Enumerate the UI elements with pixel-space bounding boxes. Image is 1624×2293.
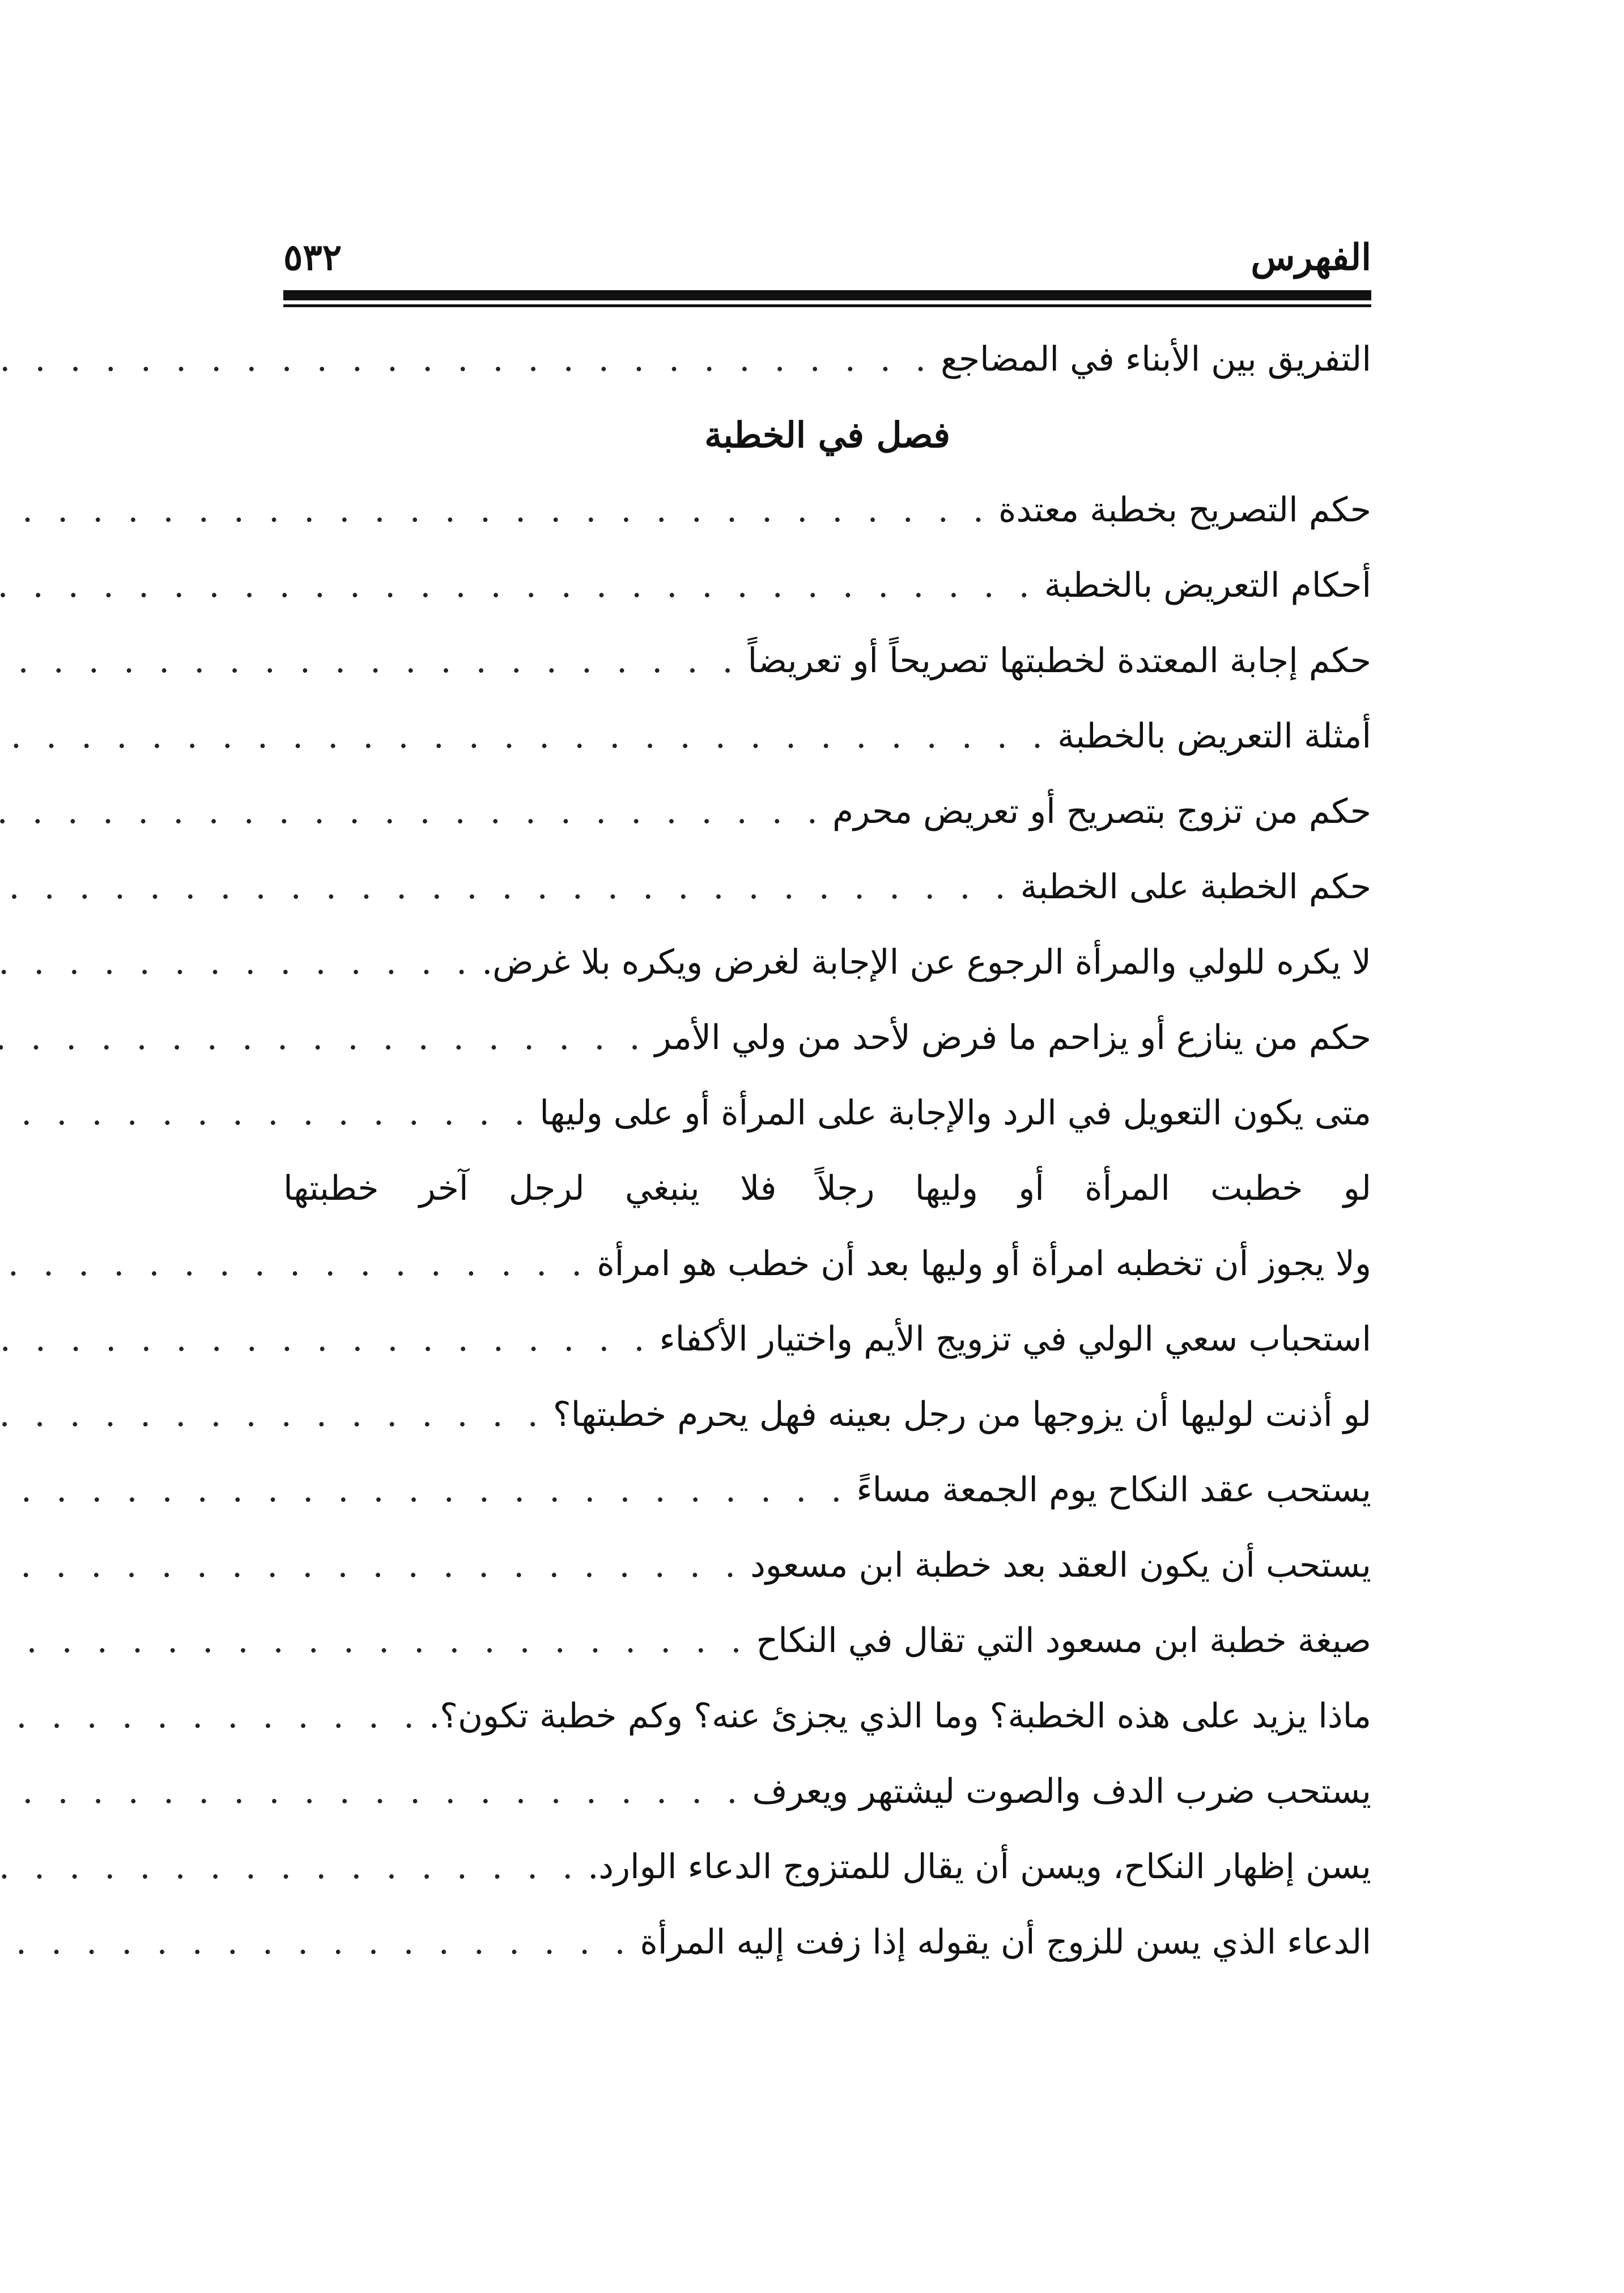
- index-entry: [283, 1528, 1371, 1603]
- dot-leader: [0, 699, 1049, 774]
- dot-leader: [0, 850, 1013, 925]
- index-entry: [283, 623, 1371, 699]
- dot-leader: [0, 1377, 545, 1453]
- dot-leader: [0, 925, 474, 1000]
- entry-title: حكم إجابة المعتدة لخطبتها تصريحاً أو تعريضاً: [747, 641, 1371, 681]
- dot-leader: [0, 1453, 848, 1528]
- entry-title: حكم من ينازع أو يزاحم ما فرض لأحد من ولي الأمر: [654, 1018, 1371, 1058]
- entry-title: لو أذنت لوليها أن يزوجها من رجل بعينه فهل يحرم خطبتها؟: [552, 1395, 1371, 1434]
- index-entry: [283, 1679, 1371, 1754]
- entry-title: صيغة خطبة ابن مسعود التي تقال في النكاح: [756, 1621, 1371, 1661]
- page-number: ٥٣٢: [283, 236, 342, 279]
- index-entry: [283, 1076, 1371, 1151]
- entry-title: يستحب عقد النكاح يوم الجمعة مساءً: [856, 1470, 1371, 1510]
- dot-leader: [0, 1754, 744, 1829]
- entry-title: أمثلة التعريض بالخطبة: [1057, 716, 1371, 756]
- index-entry: [283, 1000, 1371, 1076]
- page-title: الفهرس: [1251, 236, 1371, 279]
- index-entry: [283, 1377, 1371, 1453]
- index-entry: [283, 850, 1371, 925]
- entry-title: يستحب أن يكون العقد بعد خطبة ابن مسعود: [750, 1545, 1371, 1585]
- dot-leader: [0, 623, 740, 699]
- entry-title: متى يكون التعويل في الرد والإجابة على المرأة أو على وليها: [539, 1093, 1371, 1133]
- index-page: [283, 227, 1371, 1980]
- entry-title: الدعاء الذي يسن للزوج أن يقوله إذا زفت إليه المرأة: [640, 1922, 1371, 1962]
- dot-leader: [0, 1076, 532, 1151]
- dot-leader: [0, 1000, 647, 1076]
- index-entry-continued: [283, 1151, 1371, 1226]
- header-rule-thin: [283, 304, 1371, 307]
- entry-title: أحكام التعريض بالخطبة: [1044, 566, 1371, 605]
- entry-title: ماذا يزيد على هذه الخطبة؟ وما الذي يجزئ عنه؟ وكم خطبة تكون؟.: [429, 1696, 1371, 1736]
- index-entry: [283, 1603, 1371, 1679]
- dot-leader: [0, 1302, 651, 1377]
- entry-title: حكم الخطبة على الخطبة: [1020, 867, 1371, 907]
- index-entries: [283, 322, 1371, 1980]
- index-entry: [283, 1829, 1371, 1905]
- dot-leader: [0, 1679, 421, 1754]
- dot-leader: [0, 1603, 748, 1679]
- entry-title: استحباب سعي الولي في تزويج الأيم واختيار الأكفاء: [659, 1319, 1371, 1359]
- dot-leader: [0, 322, 933, 397]
- index-entry: [283, 1302, 1371, 1377]
- running-head: [283, 227, 1371, 289]
- entry-title: حكم التصريح بخطبة معتدة: [998, 490, 1371, 530]
- dot-leader: [0, 1905, 632, 1980]
- index-entry: [283, 1453, 1371, 1528]
- entry-title: التفريق بين الأبناء في المضاجع: [941, 339, 1371, 379]
- index-entry: [283, 774, 1371, 850]
- entry-title: لا يكره للولي والمرأة الرجوع عن الإجابة لغرض ويكره بلا غرض.: [482, 942, 1371, 982]
- index-entry: [283, 925, 1371, 1000]
- index-entry: [283, 548, 1371, 623]
- index-entry: [283, 1226, 1371, 1302]
- entry-title: يسن إظهار النكاح، ويسن أن يقال للمتزوج الدعاء الوارد.: [588, 1847, 1371, 1887]
- index-entry: [283, 1905, 1371, 1980]
- entry-title: يستحب ضرب الدف والصوت ليشتهر ويعرف: [752, 1772, 1371, 1811]
- entry-title: لو خطبت المرأة أو وليها رجلاً فلا ينبغي لرجل آخر خطبتها: [283, 1169, 1371, 1208]
- section-heading: فصل في الخطبة: [704, 414, 950, 456]
- index-entry: [283, 322, 1371, 397]
- dot-leader: [0, 774, 824, 850]
- dot-leader: [0, 1829, 580, 1905]
- header-rule-thick: [283, 290, 1371, 300]
- entry-title: حكم من تزوج بتصريح أو تعريض محرم: [832, 792, 1371, 831]
- index-entry: [283, 1754, 1371, 1829]
- index-entry: [283, 699, 1371, 774]
- dot-leader: [0, 473, 990, 548]
- dot-leader: [0, 548, 1036, 623]
- entry-title: ولا يجوز أن تخطبه امرأة أو وليها بعد أن خطب هو امرأة: [597, 1244, 1371, 1284]
- index-entry: [283, 473, 1371, 548]
- dot-leader: [0, 1226, 589, 1302]
- dot-leader: [0, 1528, 742, 1603]
